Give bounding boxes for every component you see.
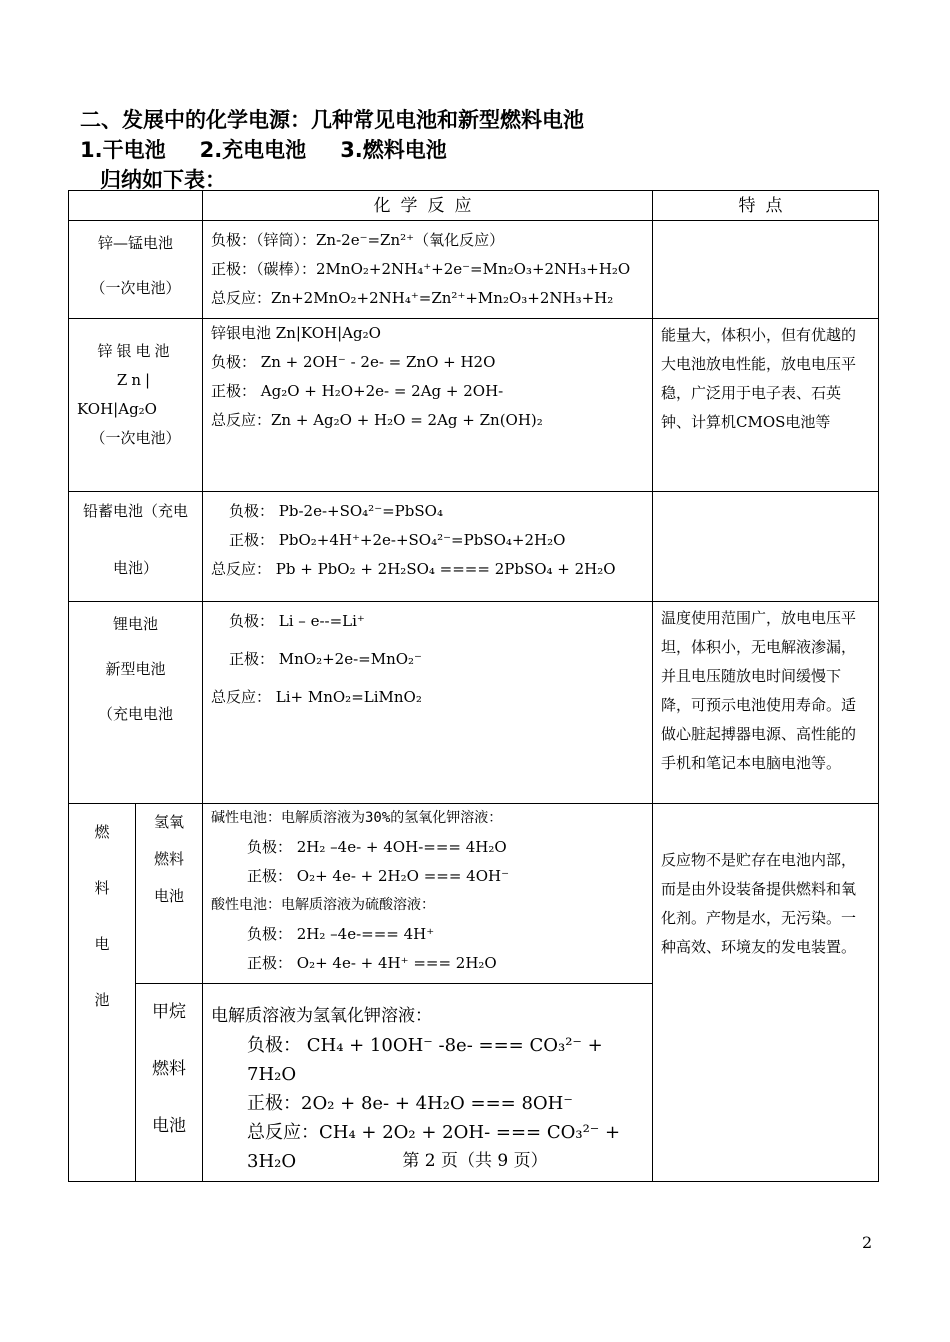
- positive-electrode: 正极：（碳棒）：2MnO₂+2NH₄⁺+2e⁻=Mn₂O₃+2NH₃+H₂O: [211, 260, 631, 278]
- battery-feature: 能量大，体积小，但有优越的大电池放电性能，放电电压平稳，广泛用于电子表、石英钟、计算机CMOS电池等: [661, 326, 857, 431]
- total-reaction: 总反应： Pb + PbO₂ + 2H₂SO₄ ==== 2PbSO₄ + 2H₂O: [211, 560, 616, 578]
- ch4-battery-name: 甲烷: [152, 1002, 186, 1022]
- fuel-group-char: 池: [94, 991, 110, 1009]
- negative-electrode: 负极： Zn + 2OH⁻ - 2e- = ZnO + H2O: [211, 353, 496, 371]
- alkaline-negative: 负极： 2H₂ –4e- + 4OH-=== 4H₂O: [247, 838, 507, 856]
- battery-type: （一次电池）: [90, 279, 181, 297]
- fuel-group-char: 燃: [94, 823, 110, 841]
- section-title: 二、发展中的化学电源：几种常见电池和新型燃料电池: [80, 108, 584, 132]
- fuel-group-char: 料: [94, 879, 110, 897]
- ch4-positive: 正极：2O₂ + 8e- + 4H₂O === 8OH⁻: [247, 1093, 573, 1114]
- battery-name: 锌—锰电池: [97, 234, 173, 252]
- table-row: [69, 319, 879, 492]
- total-reaction: 总反应：Zn+2MnO₂+2NH₄⁺=Zn²⁺+Mn₂O₃+2NH₃+H₂: [211, 289, 614, 307]
- h2-battery-name: 电池: [153, 887, 184, 905]
- summary-label: 归纳如下表：: [100, 168, 226, 192]
- battery-feature: 温度使用范围广，放电电压平坦，体积小，无电解液渗漏，并且电压随放电时间缓慢下降，可预示电池使用寿命。适做心脏起搏器电源、高性能的手机和笔记本电脑电池等。: [661, 609, 857, 772]
- battery-list: [80, 134, 447, 164]
- battery-name: 锌银电池 Zn|: [97, 342, 174, 389]
- negative-electrode: 负极： Li – e--=Li⁺: [229, 612, 365, 630]
- acid-negative: 负极： 2H₂ –4e-=== 4H⁺: [247, 925, 435, 943]
- table-row: [69, 492, 879, 602]
- acid-positive: 正极： O₂+ 4e- + 4H⁺ === 2H₂O: [247, 954, 497, 972]
- page-number: 2: [862, 1233, 873, 1252]
- ch4-title: 电解质溶液为氢氧化钾溶液：: [211, 1006, 432, 1026]
- battery-type: （一次电池）: [90, 429, 181, 447]
- ch4-battery-name: 燃料: [152, 1059, 186, 1079]
- negative-electrode: 负极： Pb-2e-+SO₄²⁻=PbSO₄: [229, 502, 443, 520]
- battery-type: （充电电池: [97, 705, 173, 723]
- header-reaction: 化学反应: [203, 191, 653, 221]
- battery-name-formula: KOH|Ag₂O: [77, 400, 157, 418]
- acid-title: 酸性电池：电解质溶液为硫酸溶液：: [211, 897, 435, 913]
- fuel-group-char: 电: [94, 935, 110, 953]
- battery-table: [68, 190, 879, 1182]
- header-feature: 特点: [653, 191, 879, 221]
- positive-electrode: 正极： PbO₂+4H⁺+2e-+SO₄²⁻=PbSO₄+2H₂O: [229, 531, 566, 549]
- list-item-dry: 1.干电池: [80, 138, 166, 162]
- battery-name: 锂电池: [112, 615, 158, 633]
- ch4-total: 总反应：CH₄ + 2O₂ + 2OH- === CO₃²⁻ + 3H₂O: [247, 1122, 621, 1172]
- fuel-feature: 反应物不是贮存在电池内部，而是由外设装备提供燃料和氧化剂。产物是水，无污染。一种高效、环境友的发电装置。: [661, 851, 857, 956]
- table-header-row: [69, 191, 879, 221]
- h2-battery-name: 氢氧: [153, 813, 184, 831]
- list-item-rechargeable: 2.充电电池: [199, 138, 307, 162]
- ch4-battery-name: 电池: [152, 1116, 186, 1136]
- h2-battery-name: 燃料: [153, 850, 184, 868]
- battery-name: 铅蓄电池（充电: [82, 502, 188, 520]
- table-row: [69, 221, 879, 319]
- total-reaction: 总反应：Zn + Ag₂O + H₂O = 2Ag + Zn(OH)₂: [211, 411, 543, 429]
- alkaline-title: 碱性电池：电解质溶液为30%的氢氧化钾溶液：: [211, 810, 503, 826]
- cell-notation: 锌银电池 Zn|KOH|Ag₂O: [211, 324, 381, 342]
- negative-electrode: 负极：（锌筒）：Zn-2e⁻=Zn²⁺（氧化反应）: [211, 231, 505, 249]
- positive-electrode: 正极： Ag₂O + H₂O+2e- = 2Ag + 2OH-: [211, 382, 504, 400]
- page-footer: 第 2 页（共 9 页）: [402, 1151, 548, 1171]
- ch4-negative: 负极： CH₄ + 10OH⁻ -8e- === CO₃²⁻ + 7H₂O: [247, 1035, 603, 1085]
- battery-subname: 新型电池: [105, 660, 166, 678]
- battery-name-cont: 电池）: [112, 559, 158, 577]
- table-row: [69, 804, 879, 984]
- positive-electrode: 正极： MnO₂+2e-=MnO₂⁻: [229, 650, 422, 668]
- total-reaction: 总反应： Li+ MnO₂=LiMnO₂: [211, 688, 422, 706]
- table-row: [69, 602, 879, 804]
- list-item-fuel: 3.燃料电池: [340, 138, 447, 162]
- alkaline-positive: 正极： O₂+ 4e- + 2H₂O === 4OH⁻: [247, 867, 510, 885]
